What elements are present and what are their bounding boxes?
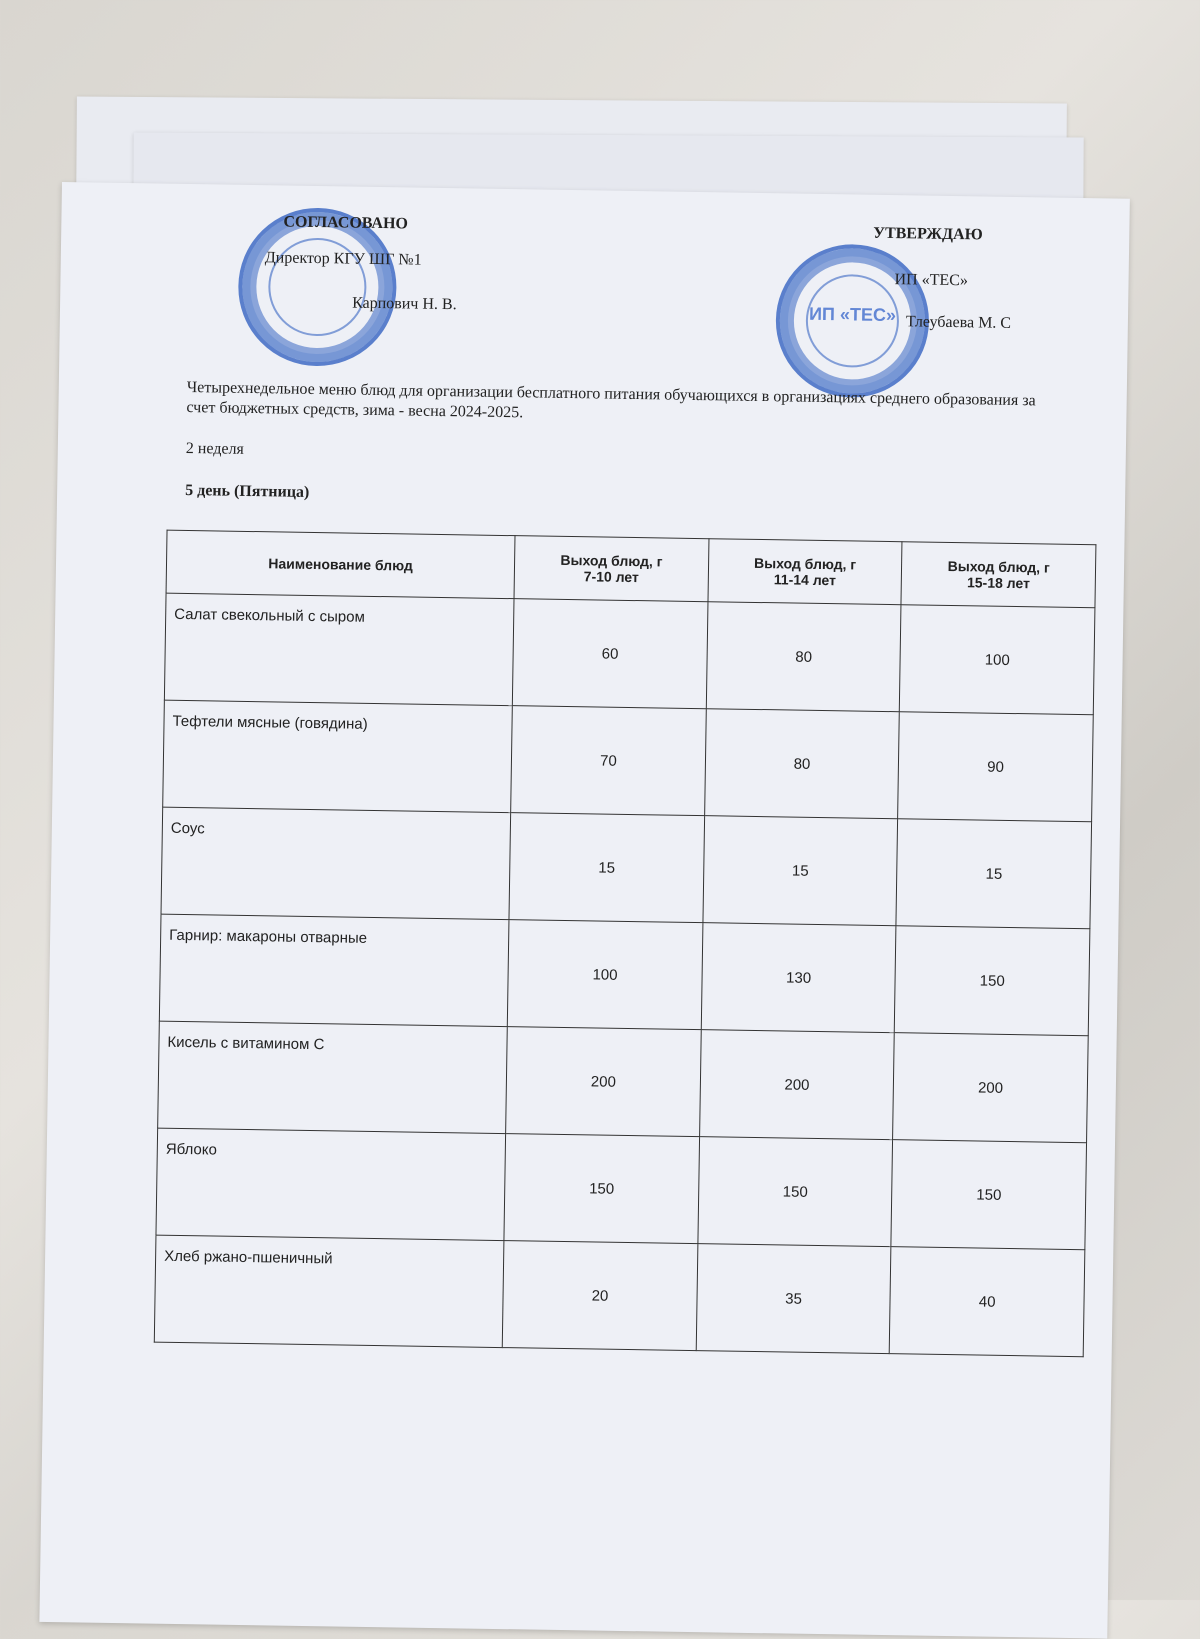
- portion-cell: 150: [504, 1134, 699, 1244]
- menu-table: [154, 530, 1097, 1358]
- dish-name-cell: Салат свекольный с сыром: [164, 593, 514, 705]
- approval-right-title: УТВЕРЖДАЮ: [873, 224, 983, 244]
- portion-cell: 150: [895, 926, 1090, 1036]
- portion-cell: 130: [701, 923, 896, 1033]
- dish-name-cell: Соус: [161, 807, 511, 919]
- portion-cell: 200: [699, 1030, 894, 1140]
- portion-cell: 60: [512, 599, 707, 709]
- portion-cell: 150: [891, 1140, 1086, 1250]
- portion-cell: 15: [703, 816, 898, 926]
- column-header: Выход блюд, г 11-14 лет: [708, 539, 903, 605]
- portion-cell: 15: [509, 813, 704, 923]
- portion-cell: 200: [893, 1033, 1088, 1143]
- portion-cell: 150: [698, 1137, 893, 1247]
- week-label: 2 неделя: [185, 439, 245, 458]
- table-row: [161, 807, 1092, 929]
- portion-cell: 40: [890, 1247, 1085, 1357]
- column-header: Наименование блюд: [166, 530, 515, 598]
- dish-name-cell: Тефтели мясные (говядина): [163, 700, 513, 812]
- dish-name-cell: Кисель с витамином С: [158, 1021, 508, 1133]
- portion-cell: 70: [511, 706, 706, 816]
- table-row: [159, 914, 1090, 1036]
- column-header: Выход блюд, г 7-10 лет: [514, 536, 709, 602]
- portion-cell: 15: [896, 819, 1091, 929]
- approval-left-position: Директор КГУ ШГ №1: [264, 249, 422, 269]
- menu-document-page: [39, 182, 1129, 1639]
- approval-right-name: Тлеубаева М. С: [905, 313, 1012, 332]
- dish-name-cell: Яблоко: [156, 1128, 506, 1240]
- dish-name-cell: Хлеб ржано-пшеничный: [154, 1235, 504, 1347]
- document-description: Четырехнедельное меню блюд для организации бесплатного питания обучающихся в организациях среднего образования за счет бюджетных средств, зима - весна 2024-2025.: [186, 378, 1036, 422]
- approval-left-title: СОГЛАСОВАНО: [283, 213, 409, 233]
- stamp-label: ИП «ТЕС»: [808, 303, 897, 326]
- portion-cell: 80: [704, 709, 899, 819]
- approval-left-name: Карпович Н. В.: [352, 294, 457, 314]
- portion-cell: 200: [506, 1027, 701, 1137]
- table-row: [156, 1128, 1087, 1250]
- portion-cell: 100: [507, 920, 702, 1030]
- approval-right-position: ИП «ТЕС»: [894, 271, 969, 290]
- day-label: 5 день (Пятница): [185, 481, 310, 501]
- portion-cell: 20: [502, 1241, 697, 1351]
- table-row: [163, 700, 1094, 822]
- portion-cell: 80: [706, 602, 901, 712]
- table-row: [164, 593, 1095, 715]
- table-row: [154, 1235, 1085, 1357]
- portion-cell: 35: [696, 1244, 891, 1354]
- portion-cell: 100: [900, 605, 1095, 715]
- table-row: [158, 1021, 1089, 1143]
- portion-cell: 90: [898, 712, 1093, 822]
- column-header: Выход блюд, г 15-18 лет: [901, 542, 1096, 608]
- dish-name-cell: Гарнир: макароны отварные: [159, 914, 509, 1026]
